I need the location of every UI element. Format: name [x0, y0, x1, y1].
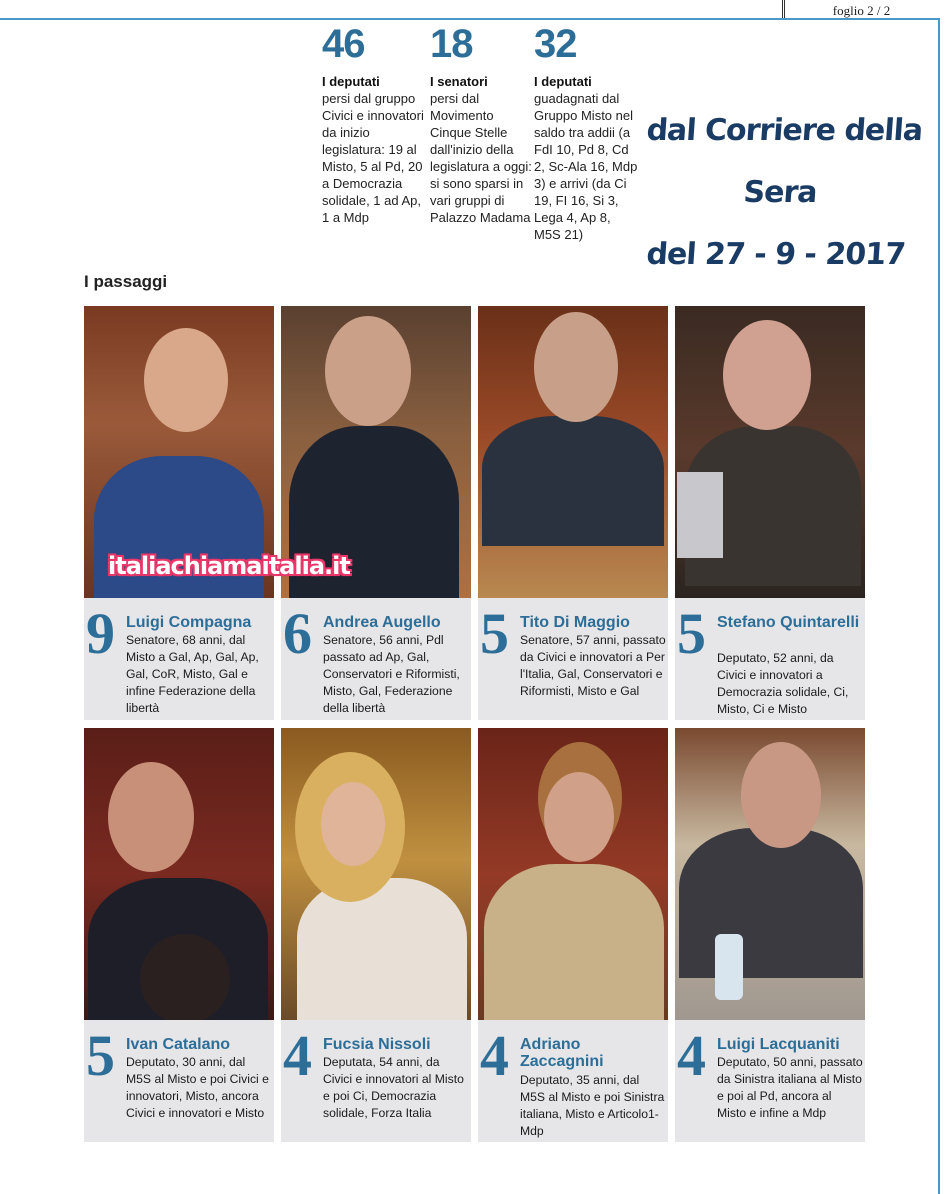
stat-deputati-guadagnati: [534, 20, 638, 243]
stat-senatori-persi: [430, 20, 534, 226]
card-compagna: [84, 306, 274, 720]
change-count: 5: [480, 601, 509, 666]
stat-text: persi dal gruppo Civici e innovatori da inizio legislatura: 19 al Misto, 5 al Pd, 20 a Democrazia solidale, 1 ad Ap, 1 a Mdp: [322, 91, 424, 225]
person-description: Deputato, 52 anni, da Civici e innovatori a Democrazia solidale, Ci, Misto, Ci e Misto: [717, 651, 849, 716]
stat-number: 18: [430, 22, 473, 66]
person-name: Stefano Quintarelli: [717, 614, 860, 631]
right-rule: [938, 18, 940, 1194]
card-caption: [675, 1023, 865, 1142]
change-count: 5: [677, 601, 706, 666]
person-description: Senatore, 68 anni, dal Misto a Gal, Ap, Gal, Ap, Gal, CoR, Misto, Gal e infine Federazione della libertà: [126, 633, 259, 715]
card-catalano: [84, 728, 274, 1142]
person-description: Senatore, 57 anni, passato da Civici e innovatori a Per l'Italia, Gal, Conservatori e Riformisti, Misto e Gal: [520, 633, 666, 698]
portrait-photo: [478, 728, 668, 1020]
change-count: 4: [677, 1023, 706, 1088]
card-nissoli: [281, 728, 471, 1142]
source-note-line2: del 27 - 9 - 2017: [645, 237, 907, 272]
person-description: Deputata, 54 anni, da Civici e innovatori al Misto e poi Ci, Democrazia solidale, Forza Italia: [323, 1055, 464, 1120]
change-count: 9: [86, 601, 115, 666]
card-caption: [478, 1023, 668, 1142]
card-zaccagnini: [478, 728, 668, 1142]
stat-title: I deputati: [322, 74, 380, 89]
card-quintarelli: [675, 306, 865, 720]
change-count: 4: [283, 1023, 312, 1088]
portrait-photo: [281, 728, 471, 1020]
card-caption: [478, 601, 668, 720]
portrait-photo: [675, 728, 865, 1020]
site-watermark: italiachiamaitalia.it: [108, 552, 350, 580]
stat-title: I deputati: [534, 74, 592, 89]
portrait-photo: [84, 728, 274, 1020]
card-augello: [281, 306, 471, 720]
change-count: 4: [480, 1023, 509, 1088]
card-caption: [281, 1023, 471, 1142]
stat-text: guadagnati dal Gruppo Misto nel saldo tra addii (a FdI 10, Pd 8, Cd 2, Sc-Ala 16, Mdp 3) e arrivi (da Ci 19, FI 16, Si 3, Lega 4, Ap 8, M5S 21): [534, 91, 638, 242]
person-name: Andrea Augello: [323, 614, 441, 631]
portrait-photo: [478, 306, 668, 598]
portrait-photo: [675, 306, 865, 598]
person-name: Fucsia Nissoli: [323, 1036, 431, 1053]
person-description: Deputato, 30 anni, dal M5S al Misto e poi Civici e innovatori, Misto, ancora Civici e innovatori e Misto: [126, 1055, 269, 1120]
person-name: Ivan Catalano: [126, 1036, 231, 1053]
stat-deputati-persi: [322, 20, 426, 226]
card-caption: [84, 1023, 274, 1142]
card-caption: [281, 601, 471, 720]
card-lacquaniti: [675, 728, 865, 1142]
section-title: I passaggi: [84, 272, 168, 291]
stat-title: I senatori: [430, 74, 488, 89]
change-count: 6: [283, 601, 312, 666]
source-note: [625, 100, 934, 286]
source-note-line1: dal Corriere della Sera: [645, 113, 924, 210]
person-name: Luigi Compagna: [126, 614, 252, 631]
person-name: Tito Di Maggio: [520, 614, 630, 631]
stat-number: 46: [322, 22, 365, 66]
stat-text: persi dal Movimento Cinque Stelle dall'inizio della legislatura a oggi: si sono sparsi in vari gruppi di Palazzo Madama: [430, 91, 532, 225]
card-caption: [84, 601, 274, 720]
person-description: Deputato, 50 anni, passato da Sinistra italiana al Misto e poi al Pd, ancora al Misto e infine a Mdp: [717, 1055, 863, 1120]
card-caption: [675, 601, 865, 720]
person-description: Senatore, 56 anni, Pdl passato ad Ap, Gal, Conservatori e Riformisti, Misto, Gal, Federazione della libertà: [323, 633, 460, 715]
person-name: Luigi Lacquaniti: [717, 1036, 840, 1053]
card-di-maggio: [478, 306, 668, 720]
change-count: 5: [86, 1023, 115, 1088]
page-label: foglio 2 / 2: [782, 0, 938, 18]
person-description: Deputato, 35 anni, dal M5S al Misto e poi Sinistra italiana, Misto e Articolo1-Mdp: [520, 1073, 665, 1138]
stat-number: 32: [534, 22, 577, 66]
person-name: Adriano Zaccagnini: [520, 1036, 604, 1070]
